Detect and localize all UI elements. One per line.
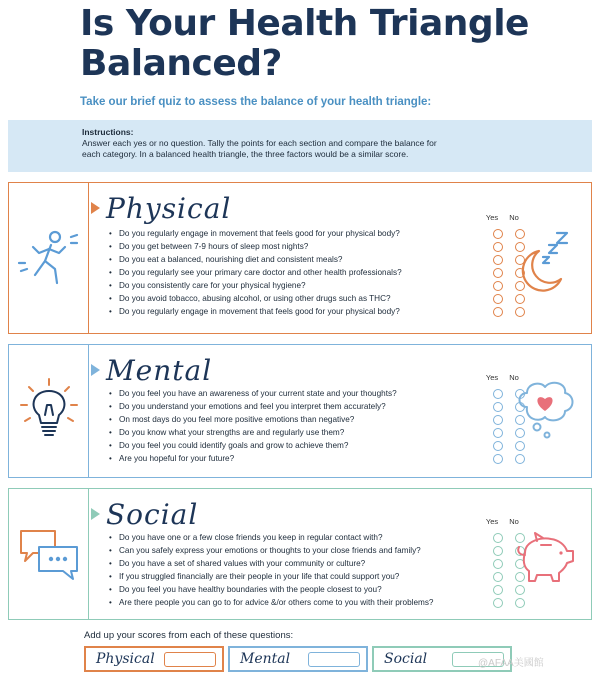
yes-radio[interactable] <box>493 294 503 304</box>
question-row <box>109 413 569 426</box>
arrow-right-icon <box>91 364 100 376</box>
social-score-label: Social <box>384 651 428 667</box>
arrow-right-icon <box>91 508 100 520</box>
question-row <box>109 596 569 609</box>
instructions-heading: Instructions: <box>82 127 134 137</box>
bullet-icon: • <box>109 572 112 581</box>
no-label: No <box>509 517 519 526</box>
scores-label: Add up your scores from each of these questions: <box>84 630 294 641</box>
yes-radio[interactable] <box>493 454 503 464</box>
instructions-line-2: each category. In a balanced health triangle, the three factors would be a similar score. <box>82 149 409 159</box>
chat-bubbles-icon <box>15 521 83 589</box>
physical-title: Physical <box>106 191 232 225</box>
arrow-right-icon <box>91 202 100 214</box>
mental-icon-column <box>9 345 89 477</box>
yes-label: Yes <box>485 373 499 382</box>
bullet-icon: • <box>109 389 112 398</box>
yes-radio[interactable] <box>493 559 503 569</box>
bullet-icon: • <box>109 585 112 594</box>
watermark: @AFAA美國館 <box>478 658 544 669</box>
no-label: No <box>509 213 519 222</box>
question-row <box>109 426 569 439</box>
yes-radio[interactable] <box>493 415 503 425</box>
yes-radio[interactable] <box>493 242 503 252</box>
mental-heading <box>91 353 212 387</box>
physical-score-box <box>84 646 224 672</box>
question-text: Do you get between 7-9 hours of sleep most nights? <box>119 242 309 251</box>
question-row <box>109 227 569 240</box>
mental-title: Mental <box>106 353 213 387</box>
question-row <box>109 400 569 413</box>
mental-section <box>8 344 592 478</box>
mental-score-box <box>228 646 368 672</box>
page-subtitle: Take our brief quiz to assess the balance of your health triangle: <box>80 96 432 108</box>
question-text: Do you feel you have an awareness of your current state and your thoughts? <box>119 389 397 398</box>
bullet-icon: • <box>109 415 112 424</box>
mental-score-field[interactable] <box>308 652 360 667</box>
yes-radio[interactable] <box>493 281 503 291</box>
question-row <box>109 439 569 452</box>
yes-radio[interactable] <box>493 533 503 543</box>
question-text: Are you hopeful for your future? <box>119 454 235 463</box>
bullet-icon: • <box>109 454 112 463</box>
lightbulb-icon <box>15 375 83 443</box>
physical-question-list <box>109 227 569 318</box>
yes-radio[interactable] <box>493 546 503 556</box>
social-title: Social <box>106 497 199 531</box>
question-row <box>109 279 569 292</box>
bullet-icon: • <box>109 242 112 251</box>
no-radio[interactable] <box>515 307 525 317</box>
no-radio[interactable] <box>515 441 525 451</box>
mental-score-label: Mental <box>240 651 291 667</box>
no-radio[interactable] <box>515 598 525 608</box>
social-question-list <box>109 531 569 609</box>
bullet-icon: • <box>109 559 112 568</box>
social-icon-column <box>9 489 89 619</box>
bullet-icon: • <box>109 402 112 411</box>
bullet-icon: • <box>109 307 112 316</box>
yes-radio[interactable] <box>493 268 503 278</box>
physical-score-label: Physical <box>96 651 155 667</box>
question-text: Do you regularly engage in movement that feels good for your physical body? <box>119 229 400 238</box>
question-row <box>109 531 569 544</box>
question-text: Can you safely express your emotions or thoughts to your close friends and family? <box>119 546 421 555</box>
question-text: Do you consistently care for your physical hygiene? <box>119 281 306 290</box>
yes-radio[interactable] <box>493 307 503 317</box>
no-radio[interactable] <box>515 294 525 304</box>
question-row <box>109 544 569 557</box>
question-row <box>109 240 569 253</box>
bullet-icon: • <box>109 255 112 264</box>
yes-radio[interactable] <box>493 572 503 582</box>
question-text: Do you avoid tobacco, abusing alcohol, or using other drugs such as THC? <box>119 294 391 303</box>
physical-yes-no-header <box>481 213 541 222</box>
yes-radio[interactable] <box>493 255 503 265</box>
no-label: No <box>509 373 519 382</box>
moon-sleep-icon <box>513 229 577 293</box>
instructions-line-1: Answer each yes or no question. Tally the points for each section and compare the balance for <box>82 138 437 148</box>
bullet-icon: • <box>109 229 112 238</box>
no-radio[interactable] <box>515 454 525 464</box>
yes-radio[interactable] <box>493 585 503 595</box>
physical-score-field[interactable] <box>164 652 216 667</box>
question-text: Do you know what your strengths are and regularly use them? <box>119 428 345 437</box>
bullet-icon: • <box>109 598 112 607</box>
question-row <box>109 305 569 318</box>
question-text: Do you eat a balanced, nourishing diet and consistent meals? <box>119 255 343 264</box>
question-text: Do you feel you could identify goals and grow to achieve them? <box>119 441 349 450</box>
page-title: Is Your Health Triangle Balanced? <box>80 3 529 84</box>
question-row <box>109 253 569 266</box>
yes-radio[interactable] <box>493 389 503 399</box>
physical-heading <box>91 191 231 225</box>
bullet-icon: • <box>109 281 112 290</box>
question-row <box>109 387 569 400</box>
yes-label: Yes <box>485 517 499 526</box>
physical-section <box>8 182 592 334</box>
bullet-icon: • <box>109 546 112 555</box>
question-text: Do you regularly engage in movement that feels good for your physical body? <box>119 307 400 316</box>
yes-label: Yes <box>485 213 499 222</box>
bullet-icon: • <box>109 268 112 277</box>
bullet-icon: • <box>109 441 112 450</box>
mental-question-list <box>109 387 569 465</box>
question-text: On most days do you feel more positive emotions than negative? <box>119 415 355 424</box>
social-heading <box>91 497 198 531</box>
yes-radio[interactable] <box>493 428 503 438</box>
question-text: Do you understand your emotions and feel you interpret them accurately? <box>119 402 386 411</box>
yes-radio[interactable] <box>493 229 503 239</box>
bullet-icon: • <box>109 533 112 542</box>
question-text: Do you feel you have healthy boundaries with the people closest to you? <box>119 585 382 594</box>
heart-thought-bubble-icon <box>513 377 577 441</box>
piggy-bank-icon <box>513 525 577 589</box>
question-row <box>109 266 569 279</box>
question-row <box>109 570 569 583</box>
question-row <box>109 557 569 570</box>
question-row <box>109 452 569 465</box>
question-row <box>109 583 569 596</box>
bullet-icon: • <box>109 428 112 437</box>
question-text: Do you have one or a few close friends you keep in regular contact with? <box>119 533 383 542</box>
bullet-icon: • <box>109 294 112 303</box>
question-row <box>109 292 569 305</box>
question-text: Do you have a set of shared values with your community or culture? <box>119 559 366 568</box>
running-person-icon <box>15 223 83 291</box>
question-text: If you struggled financially are their people in your life that could support you? <box>119 572 400 581</box>
social-section <box>8 488 592 620</box>
physical-icon-column <box>9 183 89 333</box>
question-text: Are there people you can go to for advice &/or others come to you with their problems? <box>119 598 434 607</box>
question-text: Do you regularly see your primary care doctor and other health professionals? <box>119 268 402 277</box>
yes-radio[interactable] <box>493 441 503 451</box>
yes-radio[interactable] <box>493 598 503 608</box>
instructions-box <box>8 120 592 172</box>
yes-radio[interactable] <box>493 402 503 412</box>
